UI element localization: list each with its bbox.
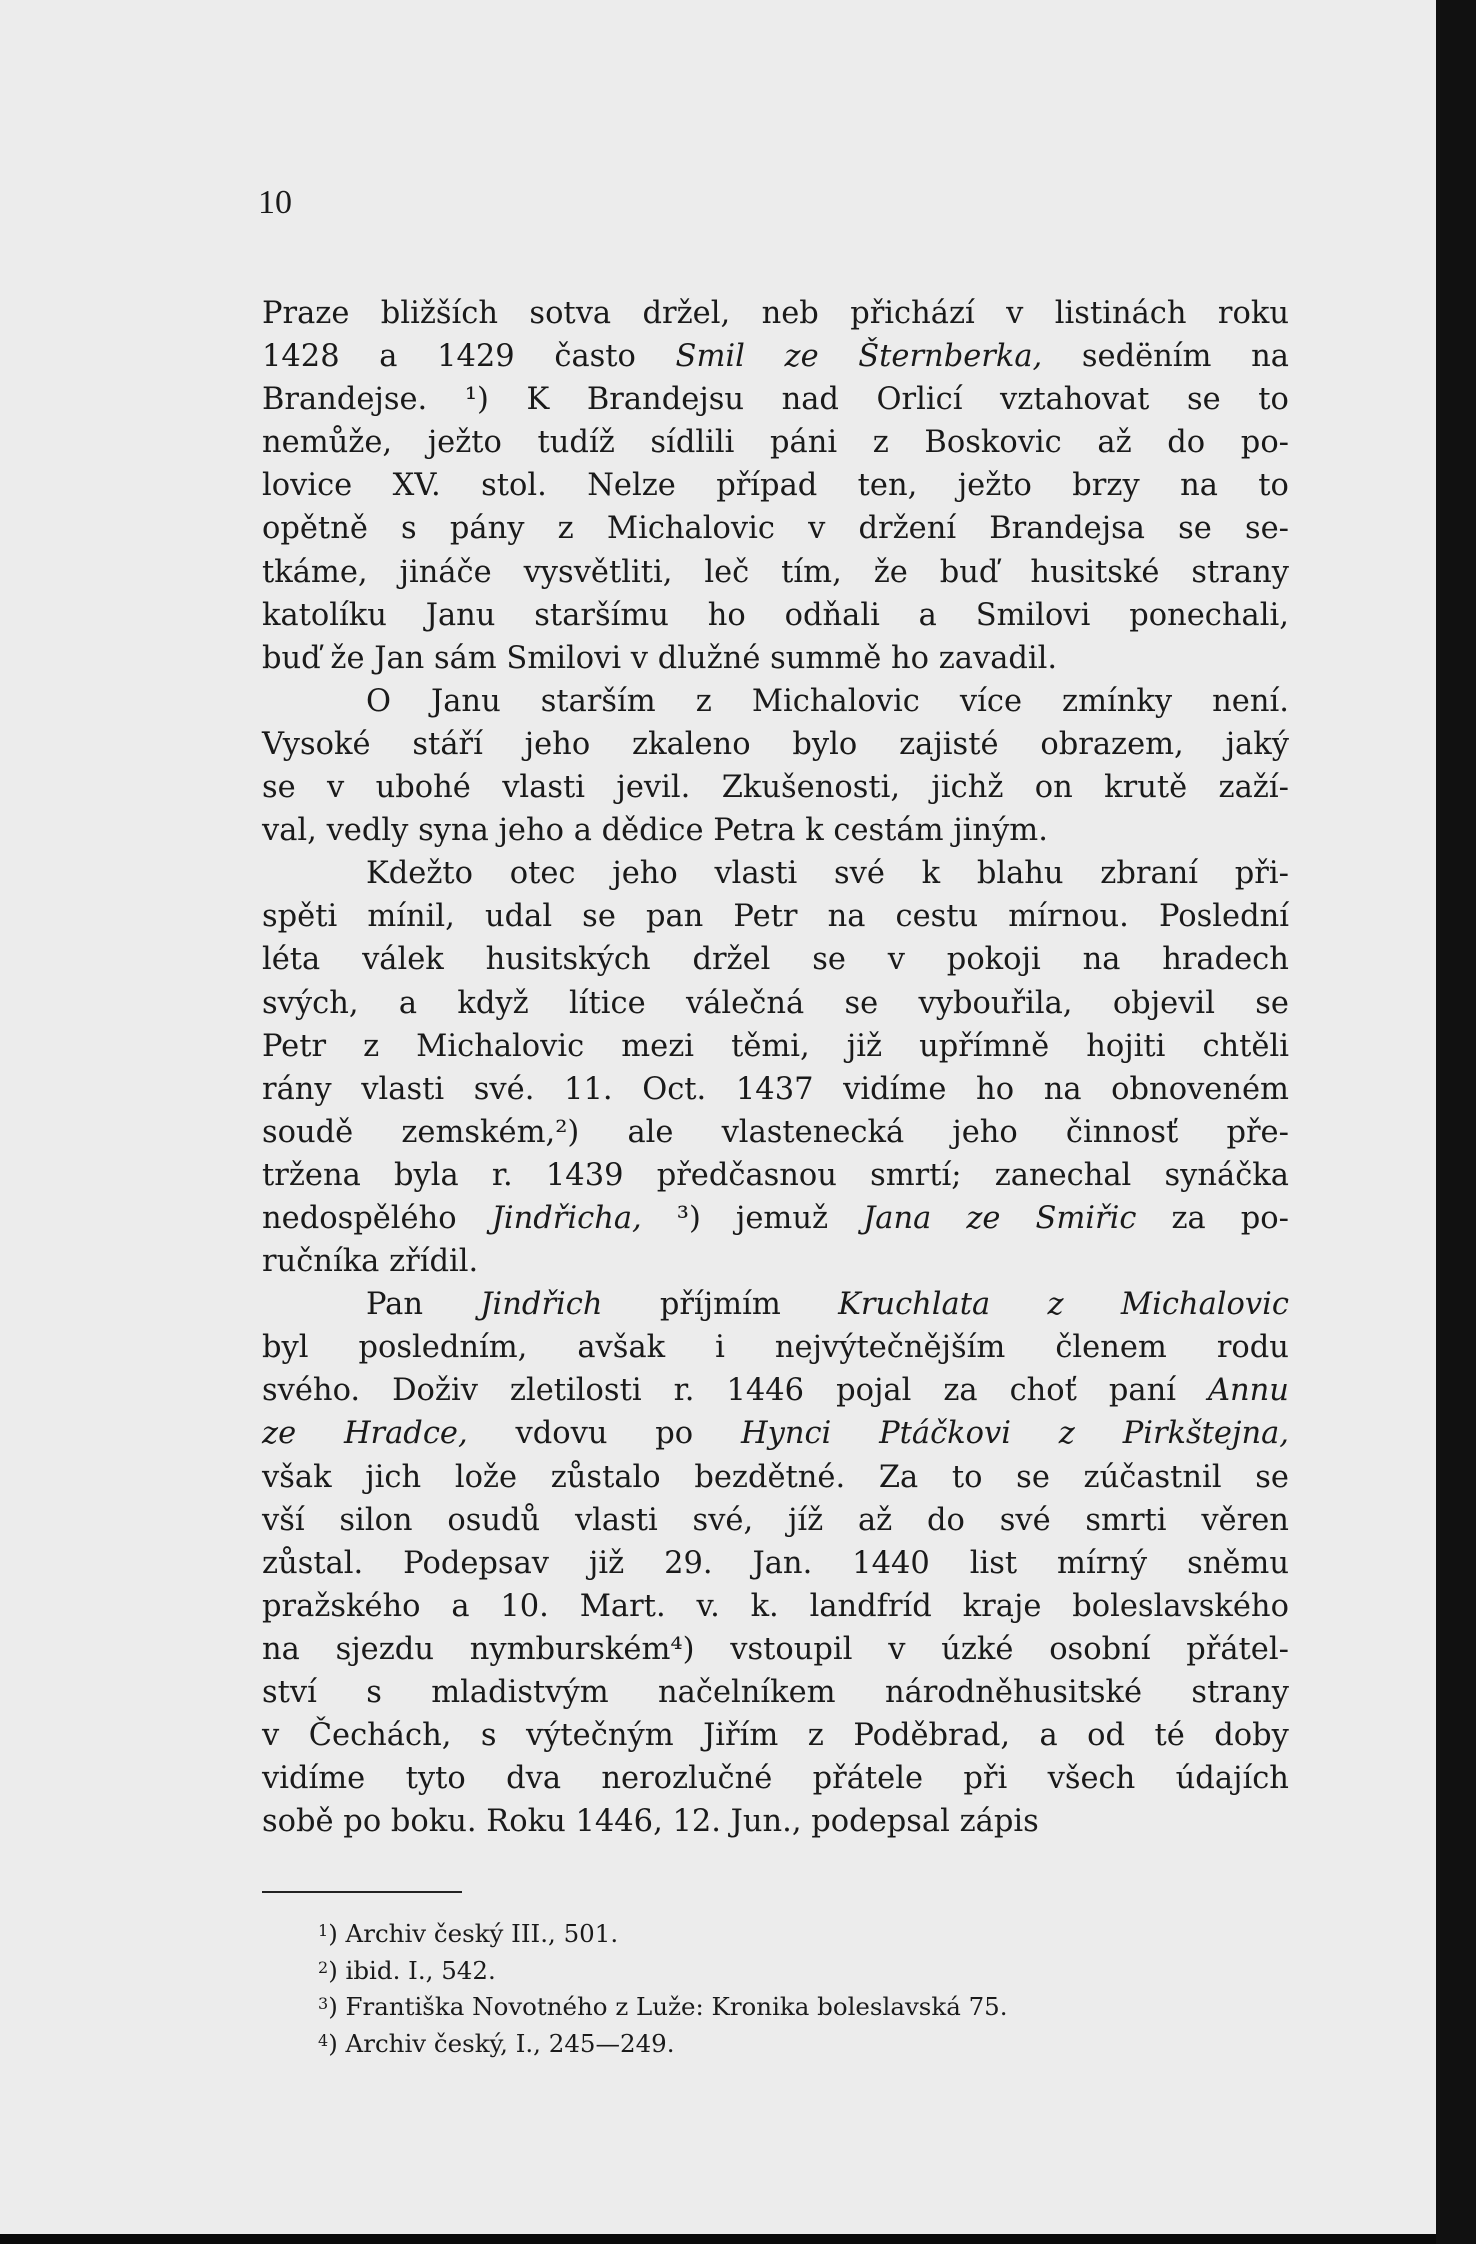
text-line: opětně s pány z Michalovic v držení Brandejsa se se-	[262, 511, 1289, 547]
footnote: $^3$) Františka Novotného z Luže: Kronika boleslavská 75.	[318, 1992, 1008, 2021]
text-line: svých, a když lítice válečná se vybouřila, objevil se	[262, 985, 1289, 1021]
text-line: spěti mínil, udal se pan Petr na cestu mírnou. Poslední	[262, 899, 1289, 935]
text-line: Kdežto otec jeho vlasti své k blahu zbraní při-	[366, 856, 1289, 892]
text-line: rány vlasti své. 11. Oct. 1437 vidíme ho na obnoveném	[262, 1071, 1289, 1107]
text-line: léta válek husitských držel se v pokoji na hradech	[262, 942, 1289, 978]
text-line: 1428 a 1429 často Smil ze Šternberka, sedëním na	[262, 339, 1289, 375]
text-line: tkáme, jináče vysvětliti, leč tím, že buď husitské strany	[262, 554, 1289, 590]
text-line: svého. Doživ zletilosti r. 1446 pojal za choť paní Annu	[262, 1373, 1289, 1409]
text-line: v Čechách, s výtečným Jiřím z Poděbrad, a od té doby	[262, 1718, 1289, 1754]
text-line: buď že Jan sám Smilovi v dlužné summě ho zavadil.	[262, 640, 1058, 676]
text-line: soudě zemském,²) ale vlastenecká jeho činnosť pře-	[262, 1114, 1289, 1150]
text-line: byl posledním, avšak i nejvýtečnějším členem rodu	[262, 1330, 1289, 1366]
text-line: sobě po boku. Roku 1446, 12. Jun., podepsal zápis	[262, 1804, 1039, 1840]
footnote-divider	[262, 1891, 462, 1893]
footnote: $^4$) Archiv český, I., 245—249.	[318, 2028, 675, 2058]
text-line: Petr z Michalovic mezi těmi, již upřímně hojiti chtěli	[262, 1028, 1289, 1064]
text-line: ručníka zřídil.	[262, 1244, 479, 1280]
scan-edge	[1436, 0, 1476, 2244]
body-text	[262, 292, 1289, 1843]
page-number: 10	[258, 184, 292, 221]
text-line: lovice XV. stol. Nelze případ ten, ježto brzy na to	[262, 468, 1289, 504]
text-line: tržena byla r. 1439 předčasnou smrtí; zanechal synáčka	[262, 1157, 1289, 1193]
text-line: katolíku Janu staršímu ho odňali a Smilovi ponechali,	[262, 597, 1289, 633]
text-line: nedospělého Jindřicha, ³) jemuž Jana ze Smiřic za po-	[262, 1200, 1289, 1236]
text-line: Vysoké stáří jeho zkaleno bylo zajisté obrazem, jaký	[262, 726, 1289, 762]
footnote: $^1$) Archiv český III., 501.	[318, 1919, 619, 1948]
text-line: Praze bližších sotva držel, neb přichází v listinách roku	[262, 296, 1289, 331]
text-line: zůstal. Podepsav již 29. Jan. 1440 list mírný sněmu	[262, 1545, 1289, 1581]
text-line: na sjezdu nymburském⁴) vstoupil v úzké osobní přátel-	[262, 1631, 1289, 1667]
footnotes	[318, 1914, 1008, 2060]
text-line: pražského a 10. Mart. v. k. landfríd kraje boleslavského	[262, 1588, 1289, 1624]
text-line: Brandejse. ¹) K Brandejsu nad Orlicí vztahovat se to	[262, 382, 1289, 418]
text-line: ství s mladistvým načelníkem národněhusitské strany	[262, 1675, 1289, 1710]
text-line: val, vedly syna jeho a dědice Petra k cestám jiným.	[262, 813, 1048, 849]
footnote: $^2$) ibid. I., 542.	[318, 1955, 496, 1985]
text-line: O Janu starším z Michalovic více zmínky není.	[366, 683, 1289, 719]
text-line: však jich lože zůstalo bezdětné. Za to se zúčastnil se	[262, 1459, 1289, 1495]
text-line: se v ubohé vlasti jevil. Zkušenosti, jichž on krutě zaží-	[262, 770, 1289, 806]
text-line: ze Hradce, vdovu po Hynci Ptáčkovi z Pirkštejna,	[262, 1416, 1289, 1452]
text-line: vidíme tyto dva nerozlučné přátele při všech údajích	[262, 1761, 1289, 1797]
text-line: Pan Jindřich příjmím Kruchlata z Michalovic	[366, 1287, 1289, 1323]
text-line: vší silon osudů vlasti své, jíž až do své smrti věren	[262, 1502, 1289, 1538]
text-line: nemůže, ježto tudíž sídlili páni z Boskovic až do po-	[262, 425, 1289, 461]
